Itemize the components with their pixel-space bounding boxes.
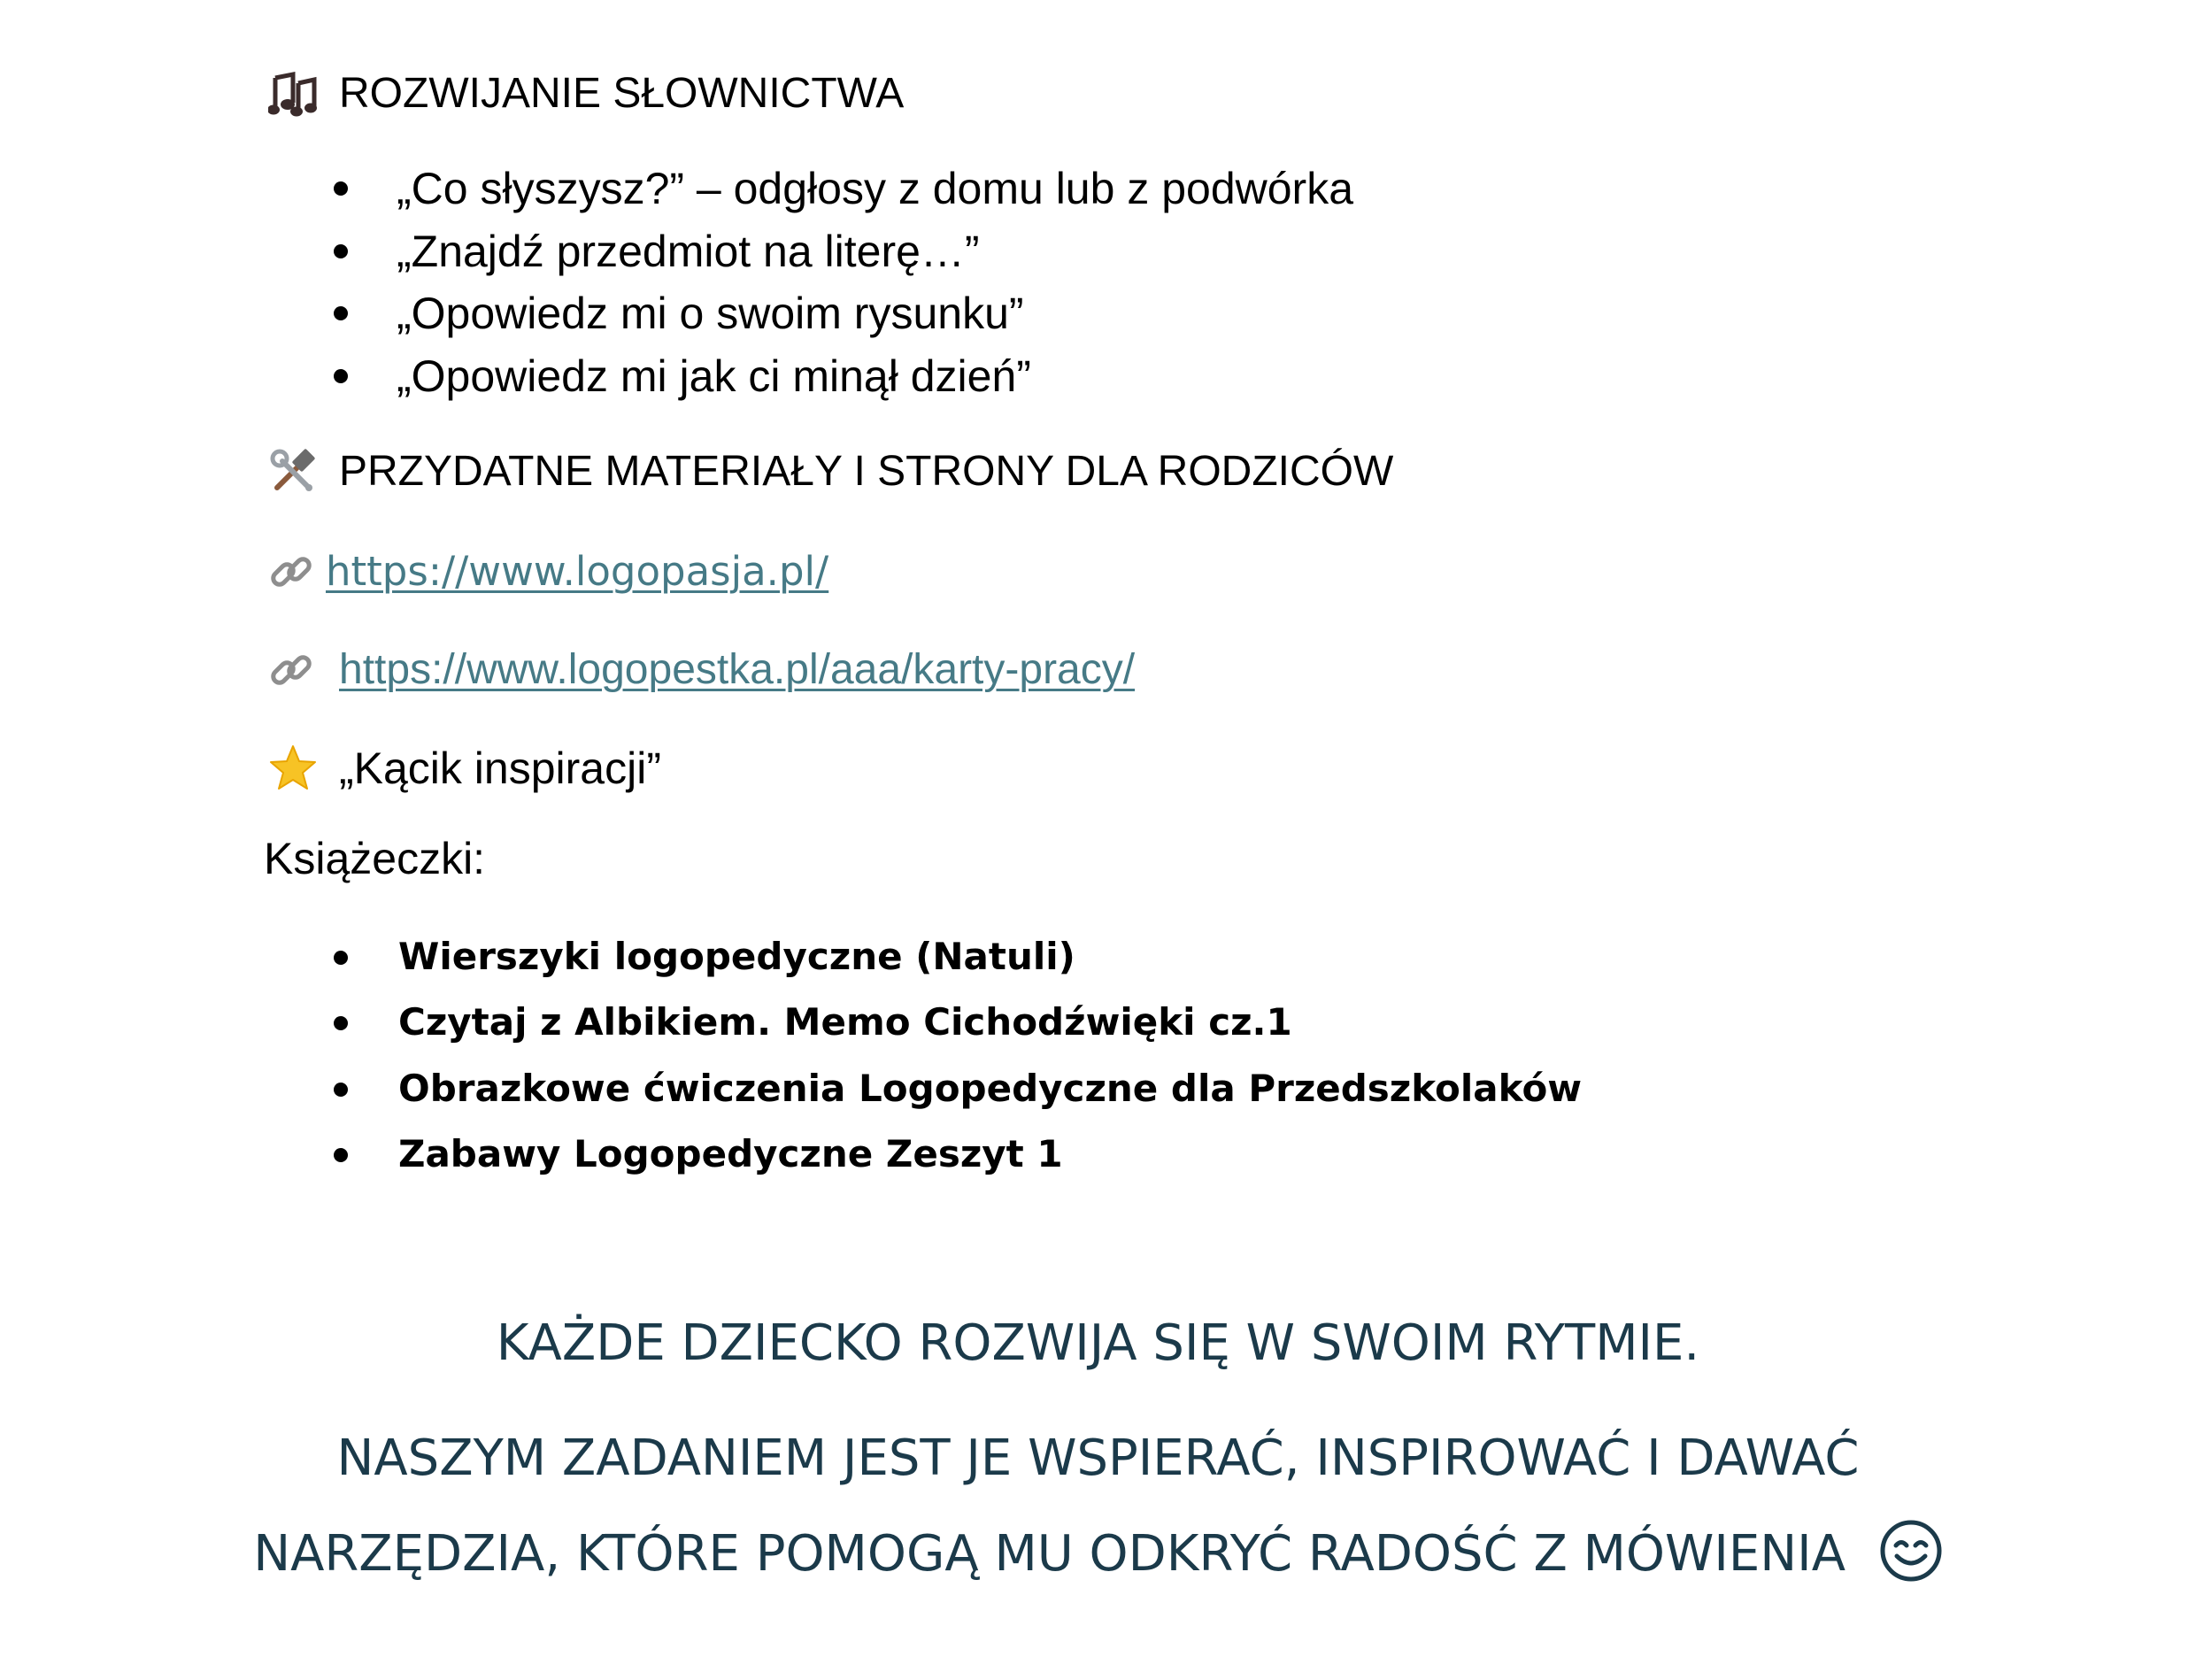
list-item: „Opowiedz mi o swoim rysunku” xyxy=(397,289,1024,338)
bullet xyxy=(334,1148,348,1162)
list-item: „Co słyszysz?” – odgłosy z domu lub z podwórka xyxy=(397,164,1354,213)
smiling-face-icon xyxy=(1879,1519,1943,1583)
bullet xyxy=(334,951,348,965)
materials-section-title: PRZYDATNE MATERIAŁY I STRONY DLA RODZICÓW xyxy=(339,448,1394,495)
hammer-and-wrench-icon xyxy=(268,447,318,497)
bullet xyxy=(334,1016,348,1030)
vocab-section-title: ROZWIJANIE SŁOWNICTWA xyxy=(339,70,905,117)
book-item: Wierszyki logopedyczne (Natuli) xyxy=(398,935,1075,978)
list-item: „Opowiedz mi jak ci minął dzień” xyxy=(397,351,1031,401)
book-item: Czytaj z Albikiem. Memo Cichodźwięki cz.1 xyxy=(398,1000,1292,1044)
musical-notes-icon xyxy=(268,69,318,119)
bullet xyxy=(334,306,348,320)
link-icon xyxy=(268,549,314,595)
bullet xyxy=(334,181,348,196)
bullet xyxy=(334,369,348,383)
book-item: Obrazkowe ćwiczenia Logopedyczne dla Przedszkolaków xyxy=(398,1067,1583,1110)
books-label: Książeczki: xyxy=(264,834,486,883)
closing-line-1: KAŻDE DZIECKO ROZWIJA SIĘ W SWOIM RYTMIE. xyxy=(496,1314,1700,1372)
list-item: „Znajdź przedmiot na literę…” xyxy=(397,227,980,276)
link-icon xyxy=(268,647,314,693)
logopasja-link[interactable]: https://www.logopasja.pl/ xyxy=(326,548,829,595)
bullet xyxy=(334,1083,348,1097)
closing-line-2: NASZYM ZADANIEM JEST JE WSPIERAĆ, INSPIROWAĆ I DAWAĆ xyxy=(336,1430,1860,1487)
closing-line-3-row xyxy=(0,1519,2196,1586)
book-item: Zabawy Logopedyczne Zeszyt 1 xyxy=(398,1132,1063,1175)
bullet xyxy=(334,244,348,258)
logopestka-link[interactable]: https://www.logopestka.pl/aaa/karty-pracy/ xyxy=(339,646,1136,693)
inspiration-title: „Kącik inspiracji” xyxy=(339,744,661,793)
closing-line-3: NARZĘDZIA, KTÓRE POMOGĄ MU ODKRYĆ RADOŚĆ Z MÓWIENIA xyxy=(253,1525,1845,1583)
star-icon xyxy=(268,744,318,793)
